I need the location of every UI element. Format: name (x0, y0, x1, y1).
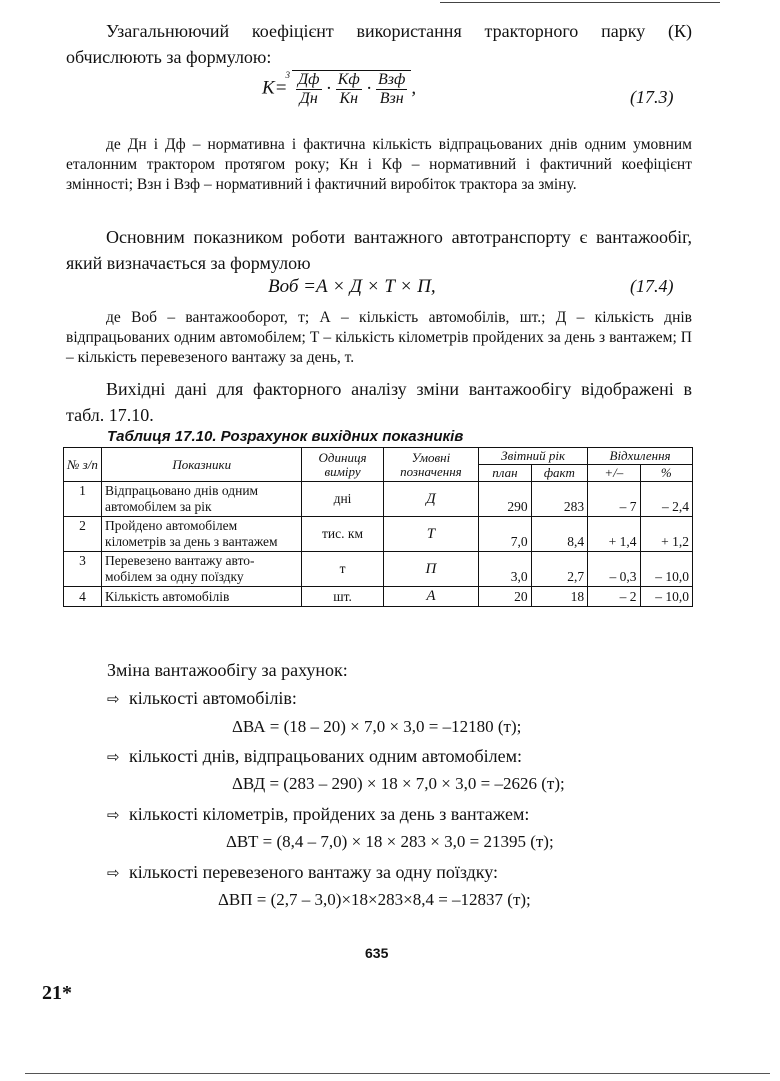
radical: $\frac{Дф}{Дн}$ · $\frac{Кф}{Кн}$ · $\frac{\text{Взф}}{\text{Взн}}$ (292, 70, 411, 108)
change-heading: Зміна вантажообігу за рахунок: (107, 660, 348, 680)
table-row: 2 Пройдено автомобілем кілометрів за день з вантажем тис. км Т 7,0 8,4 + 1,4 + 1,2 (64, 517, 693, 552)
fraction-output: $\frac{\text{Взф}}{\text{Взн}}$ (377, 71, 406, 107)
formula-number-17-3: (17.3) (630, 87, 674, 107)
indicators-table (63, 447, 693, 607)
calc-km: ΔВТ = (8,4 – 7,0) × 18 × 283 × 3,0 = 21395 (т); (226, 832, 554, 851)
arrow-right-icon: ⇨ (107, 690, 120, 708)
paragraph-turnover-legend: де Воб – вантажооборот, т; А – кількість автомобілів, шт.; Д – кількість днів відпрацьованих одним автомобілем; Т – кількість кілометрів пройдених за день з вантажем; П – кількість перевезеного вантажу за день, т. (66, 309, 692, 366)
paragraph-intro: Узагальнюючий коефіцієнт використання тракторного парку (К) обчислюють за формулою: (66, 21, 692, 67)
top-rule (440, 2, 720, 3)
col-deviation-header: Відхилення (588, 448, 693, 465)
col-plan-header: план (479, 465, 531, 482)
calc-cargo: ΔВП = (2,7 – 3,0)×18×283×8,4 = –12837 (т); (218, 890, 531, 909)
root-index: 3 (285, 70, 290, 80)
calc-days: ΔВД = (283 – 290) × 18 × 7,0 × 3,0 = –2626 (т); (232, 774, 565, 793)
col-abs-header: +/– (588, 465, 640, 482)
calc-cars: ΔВА = (18 – 20) × 7,0 × 3,0 = –12180 (т); (232, 717, 522, 736)
factor-cars: ⇨ кількості автомобілів: (107, 688, 297, 708)
col-unit-header: Одиниця виміру (302, 448, 383, 482)
col-pct-header: % (640, 465, 692, 482)
table-row: 1 Відпрацьовано днів одним автомобілем за рік дні Д 290 283 – 7 – 2,4 (64, 482, 693, 517)
col-indicator-header: Показники (102, 448, 302, 482)
table-row: 3 Перевезено вантажу авто-мобілем за одну поїздку т П 3,0 2,7 – 0,3 – 10,0 (64, 552, 693, 587)
factor-days: ⇨ кількості днів, відпрацьованих одним автомобілем: (107, 746, 523, 766)
col-symbol-header: Умовні позначення (383, 448, 479, 482)
arrow-right-icon: ⇨ (107, 864, 120, 882)
bottom-rule (25, 1073, 770, 1074)
factor-km: ⇨ кількості кілометрів, пройдених за день з вантажем: (107, 804, 530, 824)
fraction-days: $\frac{Дф}{Дн}$ (297, 71, 320, 107)
arrow-right-icon: ⇨ (107, 748, 120, 766)
paragraph-turnover: Основним показником роботи вантажного автотранспорту є вантажообіг, який визначається за формулою (66, 227, 692, 273)
col-report-header: Звітний рік (479, 448, 588, 465)
page-number: 635 (365, 945, 389, 961)
paragraph-table-intro: Вихідні дані для факторного аналізу зміни вантажообігу відображені в табл. 17.10. (66, 379, 692, 425)
table-caption: Таблиця 17.10. Розрахунок вихідних показників (107, 428, 464, 445)
formula-17-3: К=$^3$ $\frac{Дф}{Дн}$ · $\frac{Кф}{Кн}$ · $\frac{\text{Взф}}{\text{Взн}}$ , (262, 70, 417, 107)
formula-17-4: Воб =А × Д × Т × П, (268, 276, 436, 297)
signature-mark: 21* (42, 982, 72, 1004)
table-row: 4 Кількість автомобілів шт. А 20 18 – 2 – 10,0 (64, 587, 693, 607)
formula-lhs: К= (262, 77, 288, 99)
factor-cargo: ⇨ кількості перевезеного вантажу за одну поїздку: (107, 862, 499, 882)
formula-number-17-4: (17.4) (630, 276, 674, 296)
fraction-shift-coef: $\frac{Кф}{Кн}$ (337, 71, 360, 107)
col-no-header: № з/п (64, 448, 102, 482)
paragraph-formula-legend: де Дн і Дф – нормативна і фактична кількість відпрацьованих днів одним умовним еталонним трактором протягом року; Кн і Кф – нормативний і фактичний коефіцієнт змінності; Взн і Взф – нормативний і фактичний виробіток трактора за зміну. (66, 136, 692, 193)
col-fact-header: факт (531, 465, 588, 482)
arrow-right-icon: ⇨ (107, 806, 120, 824)
